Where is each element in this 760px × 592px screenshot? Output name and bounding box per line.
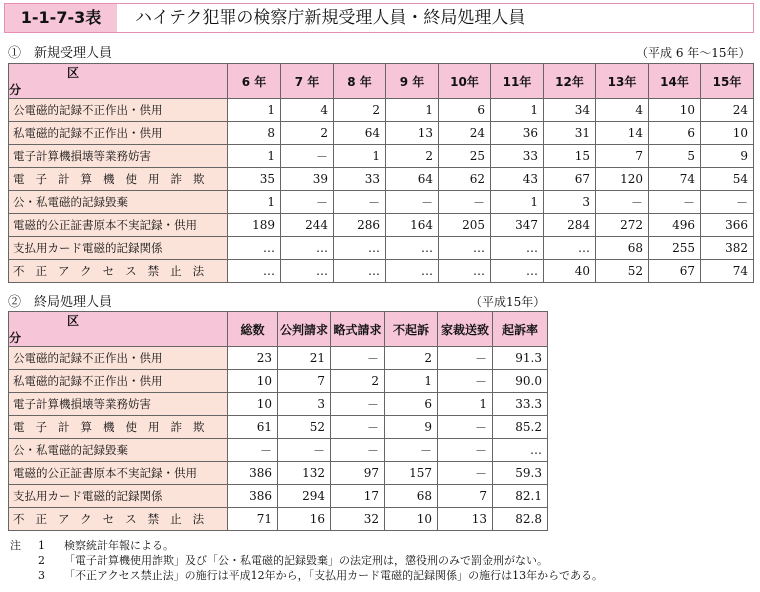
table-cell: 366 [701,214,754,237]
page-title: ハイテク犯罪の検察庁新規受理人員・終局処理人員 [135,8,526,28]
table-cell: 68 [596,237,649,260]
table-cell: 205 [439,214,491,237]
table-row [9,122,754,145]
table-cell: 6 [649,122,701,145]
table-cell: 1 [228,191,281,214]
table-cell: … [544,237,596,260]
table-cell: 1 [334,145,386,168]
table-cell: 6 [385,393,438,416]
table-cell: － [438,370,493,393]
table-cell: 8 [228,122,281,145]
table-cell: 54 [701,168,754,191]
section1-heading: ① 新規受理人員 [8,46,113,61]
table-cell: 82.1 [493,485,548,508]
table-cell: 2 [334,99,386,122]
table-cell: 74 [701,260,754,283]
table-cell: － [438,439,493,462]
table-cell: 10 [701,122,754,145]
table-cell: － [331,416,385,439]
row-label: 不正アクセス禁止法 [9,508,228,531]
table-cell: … [334,237,386,260]
table-cell: 16 [278,508,331,531]
table-cell: 82.8 [493,508,548,531]
table-cell: 25 [439,145,491,168]
table-cell: 496 [649,214,701,237]
row-label: 電子計算機使用詐欺 [9,416,228,439]
note-text: 「不正アクセス禁止法」の施行は平成12年から，「支払用カード電磁的記録関係」の施行は13年からである。 [64,569,604,582]
table-cell: 24 [439,122,491,145]
column-header: 公判請求 [278,312,331,347]
table-row [9,260,754,283]
year-header: 8 年 [334,64,386,99]
table-cell: 52 [596,260,649,283]
row-label: 公・私電磁的記録毀棄 [9,191,228,214]
note-number: 3 [38,569,45,582]
category-header-a: 区 [67,314,80,328]
table-cell: 17 [331,485,385,508]
row-label: 私電磁的記録不正作出・供用 [9,122,228,145]
table-cell: 2 [386,145,439,168]
table-cell: 7 [438,485,493,508]
table-cell: 68 [385,485,438,508]
table-cell: 35 [228,168,281,191]
category-header-a: 区 [67,66,80,80]
section2-period: （平成15年） [470,295,546,309]
table-cell: － [438,347,493,370]
table-cell: 34 [544,99,596,122]
title-bar [4,3,754,33]
table-header-row [9,312,548,347]
table-cell: 13 [386,122,439,145]
year-header: 10年 [439,64,491,99]
table-cell: 294 [278,485,331,508]
table-cell: 61 [228,416,278,439]
table-cell: － [386,191,439,214]
table-row [9,237,754,260]
table-cell: 2 [281,122,334,145]
table-cell: … [281,260,334,283]
note-item [10,553,603,568]
table-number: 1-1-7-3表 [5,4,117,32]
year-header: 7 年 [281,64,334,99]
table-cell: 32 [331,508,385,531]
table-cell: － [281,191,334,214]
row-label: 公電磁的記録不正作出・供用 [9,347,228,370]
table-cell: 164 [386,214,439,237]
table-cell: － [439,191,491,214]
column-header: 家裁送致 [438,312,493,347]
table-cell: 1 [491,99,544,122]
table-cell: 1 [385,370,438,393]
year-header: 6 年 [228,64,281,99]
table-cell: 5 [649,145,701,168]
table-row [9,370,548,393]
table-row [9,191,754,214]
year-header: 15年 [701,64,754,99]
table-row [9,393,548,416]
row-label: 電磁的公正証書原本不実記録・供用 [9,214,228,237]
table-cell: 1 [386,99,439,122]
table-cell: 255 [649,237,701,260]
row-label: 電子計算機損壊等業務妨害 [9,393,228,416]
table-cell: － [228,439,278,462]
table-cell: 23 [228,347,278,370]
category-header-b: 分 [9,331,22,345]
note-number: 1 [38,539,45,552]
table-cell: 21 [278,347,331,370]
year-header: 9 年 [386,64,439,99]
table-cell: － [385,439,438,462]
table-cell: 7 [278,370,331,393]
note-item [10,538,603,553]
table-cell: 386 [228,462,278,485]
table-cell: － [596,191,649,214]
table-cell: 24 [701,99,754,122]
category-header [9,312,228,347]
table-cell: … [386,237,439,260]
table-cell: 1 [228,145,281,168]
table-cell: … [228,237,281,260]
table-cell: 74 [649,168,701,191]
table-cell: 7 [596,145,649,168]
table-cell: 4 [596,99,649,122]
table-cell: 67 [649,260,701,283]
table-cell: 33.3 [493,393,548,416]
table-cell: 59.3 [493,462,548,485]
year-header: 14年 [649,64,701,99]
note-number: 2 [38,554,45,567]
table-row [9,145,754,168]
note-item [10,568,603,583]
table-cell: 9 [701,145,754,168]
table-cell: 3 [278,393,331,416]
table-cell: 4 [281,99,334,122]
table-cell: 1 [491,191,544,214]
table-row [9,214,754,237]
table-cell: 382 [701,237,754,260]
note-text: 「電子計算機使用詐欺」及び「公・私電磁的記録毀棄」の法定刑は，懲役刑のみで罰金刑がない。 [64,554,548,567]
table-cell: 10 [228,370,278,393]
table-cell: … [386,260,439,283]
table-cell: 6 [439,99,491,122]
table-cell: … [334,260,386,283]
table-cell: 120 [596,168,649,191]
table-cell: … [439,260,491,283]
table-cell: － [438,462,493,485]
table-row [9,485,548,508]
column-header: 総数 [228,312,278,347]
table-cell: 36 [491,122,544,145]
table-cell: 40 [544,260,596,283]
table-cell: … [228,260,281,283]
table-cell: 33 [491,145,544,168]
table-cell: 91.3 [493,347,548,370]
table-cell: 2 [331,370,385,393]
table-row [9,462,548,485]
note-text: 検察統計年報による。 [64,539,174,552]
table-cell: 14 [596,122,649,145]
table-cell: 97 [331,462,385,485]
table-cell: … [439,237,491,260]
table-cell: 13 [438,508,493,531]
table-cell: … [491,237,544,260]
table-cell: 90.0 [493,370,548,393]
table-cell: 10 [228,393,278,416]
table-cell: － [331,393,385,416]
table-cell: 157 [385,462,438,485]
table-cell: 10 [385,508,438,531]
row-label: 私電磁的記録不正作出・供用 [9,370,228,393]
table-row [9,508,548,531]
table-cell: … [493,439,548,462]
table-cell: 244 [281,214,334,237]
table-cell: 67 [544,168,596,191]
table-row [9,168,754,191]
table-cell: 33 [334,168,386,191]
table-row [9,416,548,439]
table-row [9,439,548,462]
table-cell: － [649,191,701,214]
year-header: 12年 [544,64,596,99]
table-cell: 31 [544,122,596,145]
category-header [9,64,228,99]
section1-period: （平成 6 年～15年） [636,46,751,60]
table-cell: 386 [228,485,278,508]
table-cell: 62 [439,168,491,191]
table-cell: 284 [544,214,596,237]
table-cell: 52 [278,416,331,439]
table-header-row [9,64,754,99]
table-cell: 347 [491,214,544,237]
table-cell: 64 [386,168,439,191]
table-cell: 272 [596,214,649,237]
row-label: 支払用カード電磁的記録関係 [9,485,228,508]
table-cell: － [331,439,385,462]
column-header: 起訴率 [493,312,548,347]
year-header: 11年 [491,64,544,99]
table-cell: － [278,439,331,462]
row-label: 電子計算機使用詐欺 [9,168,228,191]
table-cell: － [701,191,754,214]
disposition-table [8,311,548,531]
table-cell: 39 [281,168,334,191]
column-header: 不起訴 [385,312,438,347]
table-cell: 189 [228,214,281,237]
row-label: 電磁的公正証書原本不実記録・供用 [9,462,228,485]
table-cell: 64 [334,122,386,145]
table-row [9,99,754,122]
table-cell: 9 [385,416,438,439]
table-cell: 1 [228,99,281,122]
row-label: 公電磁的記録不正作出・供用 [9,99,228,122]
year-header: 13年 [596,64,649,99]
table-cell: 71 [228,508,278,531]
table-cell: … [491,260,544,283]
table-cell: 3 [544,191,596,214]
table-cell: － [438,416,493,439]
section2-heading: ② 終局処理人員 [8,295,113,310]
table-cell: 43 [491,168,544,191]
table-cell: 286 [334,214,386,237]
table-cell: 15 [544,145,596,168]
table-row [9,347,548,370]
notes-head: 注 [10,539,21,552]
column-header: 略式請求 [331,312,385,347]
row-label: 不正アクセス禁止法 [9,260,228,283]
row-label: 公・私電磁的記録毀棄 [9,439,228,462]
table-cell: 132 [278,462,331,485]
table-cell: － [331,347,385,370]
table-cell: － [281,145,334,168]
table-cell: 10 [649,99,701,122]
table-cell: 1 [438,393,493,416]
table-cell: 85.2 [493,416,548,439]
row-label: 支払用カード電磁的記録関係 [9,237,228,260]
table-cell: 2 [385,347,438,370]
new-cases-table [8,63,754,283]
row-label: 電子計算機損壊等業務妨害 [9,145,228,168]
category-header-b: 分 [9,83,22,97]
table-cell: － [334,191,386,214]
table-cell: … [281,237,334,260]
notes [10,538,603,583]
